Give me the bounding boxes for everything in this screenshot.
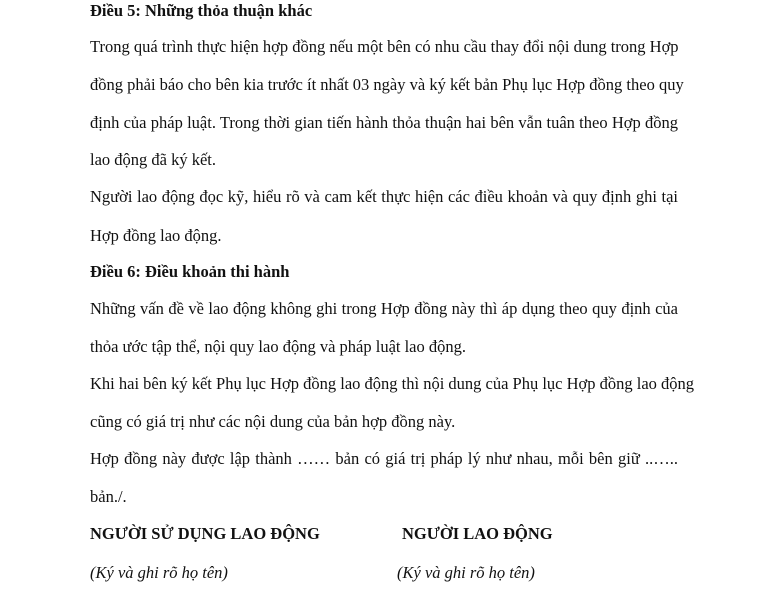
article-6-heading: Điều 6: Điều khoản thi hành bbox=[90, 262, 290, 281]
article-6-para-2-line-2: cũng có giá trị như các nội dung của bản hợp đồng này. bbox=[90, 412, 456, 431]
employee-signature-title: NGƯỜI LAO ĐỘNG bbox=[402, 524, 553, 543]
article-6-para-1-line-1: Những vấn đề về lao động không ghi trong Hợp đồng này thì áp dụng theo quy định của bbox=[90, 299, 678, 318]
article-5-para-1-line-1: Trong quá trình thực hiện hợp đồng nếu một bên có nhu cầu thay đổi nội dung trong Hợp bbox=[90, 37, 679, 56]
article-6-para-3-line-1: Hợp đồng này được lập thành …… bản có giá trị pháp lý như nhau, mỗi bên giữ ..….. bbox=[90, 449, 678, 468]
article-5-para-1-line-3: định của pháp luật. Trong thời gian tiến hành thỏa thuận hai bên vẫn tuân theo Hợp đồng bbox=[90, 113, 678, 132]
article-6-para-2-line-1: Khi hai bên ký kết Phụ lục Hợp đồng lao động thì nội dung của Phụ lục Hợp đồng lao động bbox=[90, 374, 695, 393]
article-5-heading: Điều 5: Những thỏa thuận khác bbox=[90, 1, 313, 20]
article-5-para-2-line-1: Người lao động đọc kỹ, hiểu rõ và cam kết thực hiện các điều khoản và quy định ghi tại bbox=[90, 187, 678, 206]
article-5-para-1-line-4: lao động đã ký kết. bbox=[90, 150, 217, 169]
article-5-para-2-line-2: Hợp đồng lao động. bbox=[90, 226, 222, 245]
employee-signature-note: (Ký và ghi rõ họ tên) bbox=[397, 563, 535, 582]
employer-signature-note: (Ký và ghi rõ họ tên) bbox=[90, 563, 228, 582]
employer-signature-title: NGƯỜI SỬ DỤNG LAO ĐỘNG bbox=[90, 524, 320, 543]
article-6-para-1-line-2: thỏa ước tập thể, nội quy lao động và pháp luật lao động. bbox=[90, 337, 467, 356]
article-6-para-3-line-2: bản./. bbox=[90, 487, 127, 506]
article-5-para-1-line-2: đồng phải báo cho bên kia trước ít nhất 03 ngày và ký kết bản Phụ lục Hợp đồng theo quy bbox=[90, 75, 684, 94]
